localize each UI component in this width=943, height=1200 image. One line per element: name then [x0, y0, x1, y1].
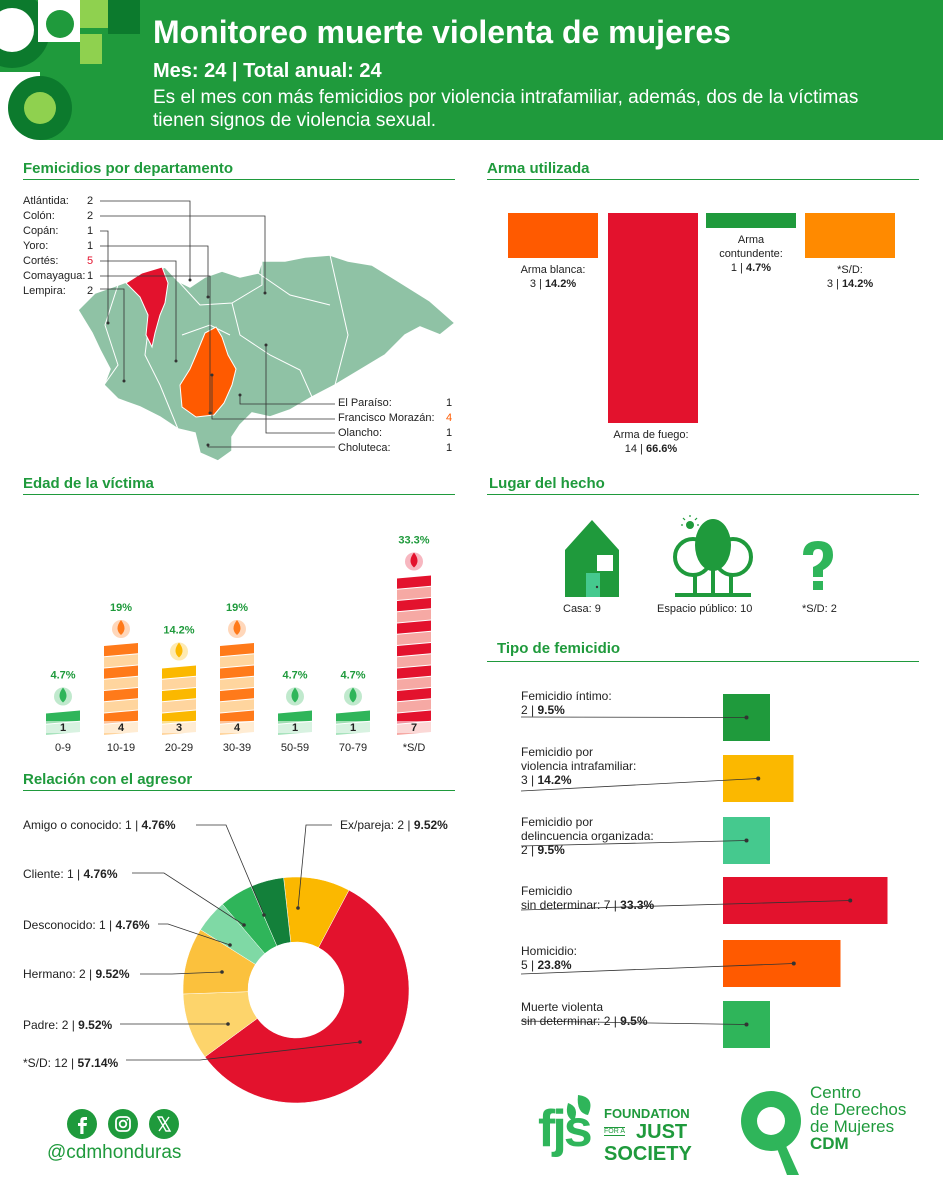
type-count: sin determinar: 7 | — [521, 898, 621, 912]
place-label-publico: Espacio público: 10 — [657, 603, 753, 615]
type-count: sin determinar: 2 | — [521, 1014, 621, 1028]
weapon-label-fuego: Arma de fuego: 14 | 66.6% — [613, 429, 689, 455]
relation-pct: 4.76% — [83, 867, 118, 881]
department-value: 2 — [87, 285, 94, 297]
relation-label — [340, 818, 448, 832]
relation-label — [23, 967, 130, 981]
cdm-text: Centro de Derechos de Mujeres CDM — [810, 1083, 907, 1153]
place-icons — [555, 515, 855, 600]
age-category: 30-39 — [222, 742, 252, 754]
donut-leader-dot — [242, 923, 246, 927]
relation-name: Amigo o conocido: 1 | — [23, 818, 142, 832]
type-label — [521, 745, 636, 787]
type-label-line1: Homicidio: — [521, 944, 578, 958]
type-leader-dot — [756, 777, 760, 781]
divider — [487, 494, 919, 495]
type-label-line1: Femicidio — [521, 884, 573, 898]
age-count: 7 — [410, 722, 418, 734]
type-label-line2: violencia intrafamiliar: — [521, 759, 637, 773]
relation-pct: 57.14% — [77, 1056, 119, 1070]
relation-pct: 4.76% — [115, 918, 150, 932]
type-pct: 9.5% — [537, 843, 565, 857]
type-label — [521, 815, 654, 857]
relation-label — [23, 818, 176, 832]
type-pct: 9.5% — [537, 703, 565, 717]
department-name: Olancho: — [338, 427, 383, 439]
donut-leader-dot — [358, 1040, 362, 1044]
type-label-value — [521, 898, 654, 912]
type-leader-dot — [848, 899, 852, 903]
page-title: Monitoreo muerte violenta de mujeres — [153, 14, 731, 50]
relation-label — [23, 918, 150, 932]
age-percent: 19% — [109, 602, 133, 614]
department-name: Lempira: — [23, 285, 66, 297]
department-value: 1 — [446, 397, 453, 409]
age-percent: 4.7% — [50, 669, 76, 682]
type-leader-dot — [792, 962, 796, 966]
department-value: 1 — [87, 240, 94, 252]
age-percent: 14.2% — [163, 624, 195, 637]
type-label — [521, 689, 612, 717]
relation-label — [23, 867, 118, 881]
age-percent: 19% — [225, 602, 249, 614]
type-count: 2 | — [521, 843, 538, 857]
type-label-line1: Femicidio por — [521, 745, 594, 759]
house-icon — [565, 520, 619, 597]
departments-title: Femicidios por departamento — [23, 160, 234, 177]
place-label-sd: *S/D: 2 — [802, 603, 837, 615]
age-count: 3 — [175, 722, 183, 734]
weapon-label-blanca: Arma blanca: 3 | 14.2% — [520, 264, 586, 290]
age-percent: 4.7% — [282, 669, 308, 682]
relation-name: *S/D: 12 | — [23, 1056, 78, 1070]
donut-leader-dot — [220, 970, 224, 974]
type-leader-line — [521, 717, 747, 718]
type-leader-dot — [745, 716, 749, 720]
age-category: 20-29 — [164, 742, 194, 754]
age-count: 4 — [117, 722, 125, 734]
department-value: 1 — [87, 225, 94, 237]
age-count: 4 — [233, 722, 241, 734]
type-title: Tipo de femicidio — [497, 640, 621, 657]
weapon-bar — [805, 213, 895, 258]
weapon-label-sd: *S/D: 3 | 14.2% — [826, 264, 874, 290]
relation-name: Cliente: 1 | — [23, 867, 84, 881]
department-name: Atlántida: — [23, 195, 69, 207]
fjs-text-line1: FOUNDATION — [604, 1106, 690, 1121]
department-value: 2 — [87, 210, 94, 222]
age-category: 50-59 — [280, 742, 310, 754]
age-count: 1 — [291, 722, 299, 734]
cdm-logo-icon — [735, 1083, 815, 1183]
type-label-line1: Muerte violenta — [521, 1000, 604, 1014]
relation-name: Padre: 2 | — [23, 1018, 79, 1032]
weapon-title: Arma utilizada — [487, 160, 590, 177]
fjs-text-just: JUST — [636, 1121, 688, 1143]
divider — [487, 661, 919, 662]
age-category: 0-9 — [55, 742, 71, 754]
x-icon — [149, 1109, 179, 1139]
department-value: 5 — [87, 255, 94, 267]
type-label-value — [521, 1014, 648, 1028]
type-label — [521, 884, 654, 912]
age-count: 1 — [59, 722, 67, 734]
type-label-value — [521, 703, 612, 717]
donut-leader-dot — [262, 913, 266, 917]
type-bar — [723, 940, 841, 987]
age-category: 10-19 — [106, 742, 136, 754]
weapon-label-contundente: Arma contundente: 1 | 4.7% — [719, 234, 783, 274]
relation-pct: 9.52% — [78, 1018, 113, 1032]
type-count: 3 | — [521, 773, 538, 787]
relation-title: Relación con el agresor — [23, 771, 193, 788]
weapon-bar — [608, 213, 698, 423]
type-leader-dot — [745, 1023, 749, 1027]
department-name: El Paraíso: — [338, 397, 392, 409]
donut-leader-dot — [296, 906, 300, 910]
social-icons — [66, 1107, 191, 1143]
type-pct: 23.8% — [537, 958, 572, 972]
facebook-icon — [67, 1109, 97, 1139]
divider — [487, 179, 919, 180]
department-name: Yoro: — [23, 240, 49, 252]
relation-label — [23, 1018, 112, 1032]
weapon-bar — [706, 213, 796, 228]
age-title: Edad de la víctima — [23, 475, 154, 492]
question-icon — [803, 541, 833, 590]
department-value: 1 — [446, 442, 453, 454]
type-label — [521, 1000, 648, 1028]
age-category: 70-79 — [338, 742, 368, 754]
department-value: 2 — [87, 195, 94, 207]
relation-label — [23, 1056, 118, 1070]
type-label-value — [521, 958, 577, 972]
relation-pct: 4.76% — [141, 818, 176, 832]
age-category: *S/D — [402, 742, 426, 754]
relation-pct: 9.52% — [413, 818, 448, 832]
department-value: 4 — [446, 412, 453, 424]
type-label-value — [521, 843, 654, 857]
place-label-casa: Casa: 9 — [563, 603, 601, 615]
place-title: Lugar del hecho — [489, 475, 605, 492]
donut-leader-dot — [226, 1022, 230, 1026]
department-value: 1 — [87, 270, 94, 282]
department-name: Comayagua: — [23, 270, 86, 282]
department-name: Colón: — [23, 210, 55, 222]
department-value: 1 — [446, 427, 453, 439]
type-label-line2: delincuencia organizada: — [521, 829, 654, 843]
relation-pct: 9.52% — [95, 967, 130, 981]
department-name: Choluteca: — [338, 442, 391, 454]
department-name: Copán: — [23, 225, 59, 237]
type-label-value — [521, 773, 636, 787]
relation-name: Desconocido: 1 | — [23, 918, 116, 932]
age-count: 1 — [349, 722, 357, 734]
department-name: Francisco Morazán: — [338, 412, 435, 424]
age-percent: 4.7% — [340, 669, 366, 682]
fjs-logo: fjs — [538, 1093, 598, 1178]
type-label-line1: Femicidio por — [521, 815, 594, 829]
park-icon — [675, 515, 751, 595]
fjs-text-society: SOCIETY — [604, 1143, 692, 1165]
type-count: 5 | — [521, 958, 538, 972]
social-handle[interactable]: @cdmhonduras — [47, 1142, 182, 1163]
type-pct: 33.3% — [620, 898, 655, 912]
instagram-icon — [108, 1109, 138, 1139]
relation-name: Hermano: 2 | — [23, 967, 96, 981]
type-count: 2 | — [521, 703, 538, 717]
type-pct: 9.5% — [620, 1014, 648, 1028]
type-pct: 14.2% — [537, 773, 572, 787]
relation-name: Ex/pareja: 2 | — [340, 818, 414, 832]
weapon-bar — [508, 213, 598, 258]
department-name: Cortés: — [23, 255, 59, 267]
type-bar — [723, 877, 888, 924]
type-label — [521, 944, 577, 972]
type-label-line1: Femicidio íntimo: — [521, 689, 612, 703]
page-description: Es el mes con más femicidios por violencia intrafamiliar, además, dos de la víctimas tienen signos de violencia sexual. — [153, 87, 859, 131]
type-leader-dot — [745, 839, 749, 843]
fjs-text-for: FOR A — [604, 1128, 626, 1135]
donut-leader-dot — [228, 943, 232, 947]
age-percent: 33.3% — [398, 534, 430, 547]
page-subtitle: Mes: 24 | Total anual: 24 — [153, 60, 382, 82]
